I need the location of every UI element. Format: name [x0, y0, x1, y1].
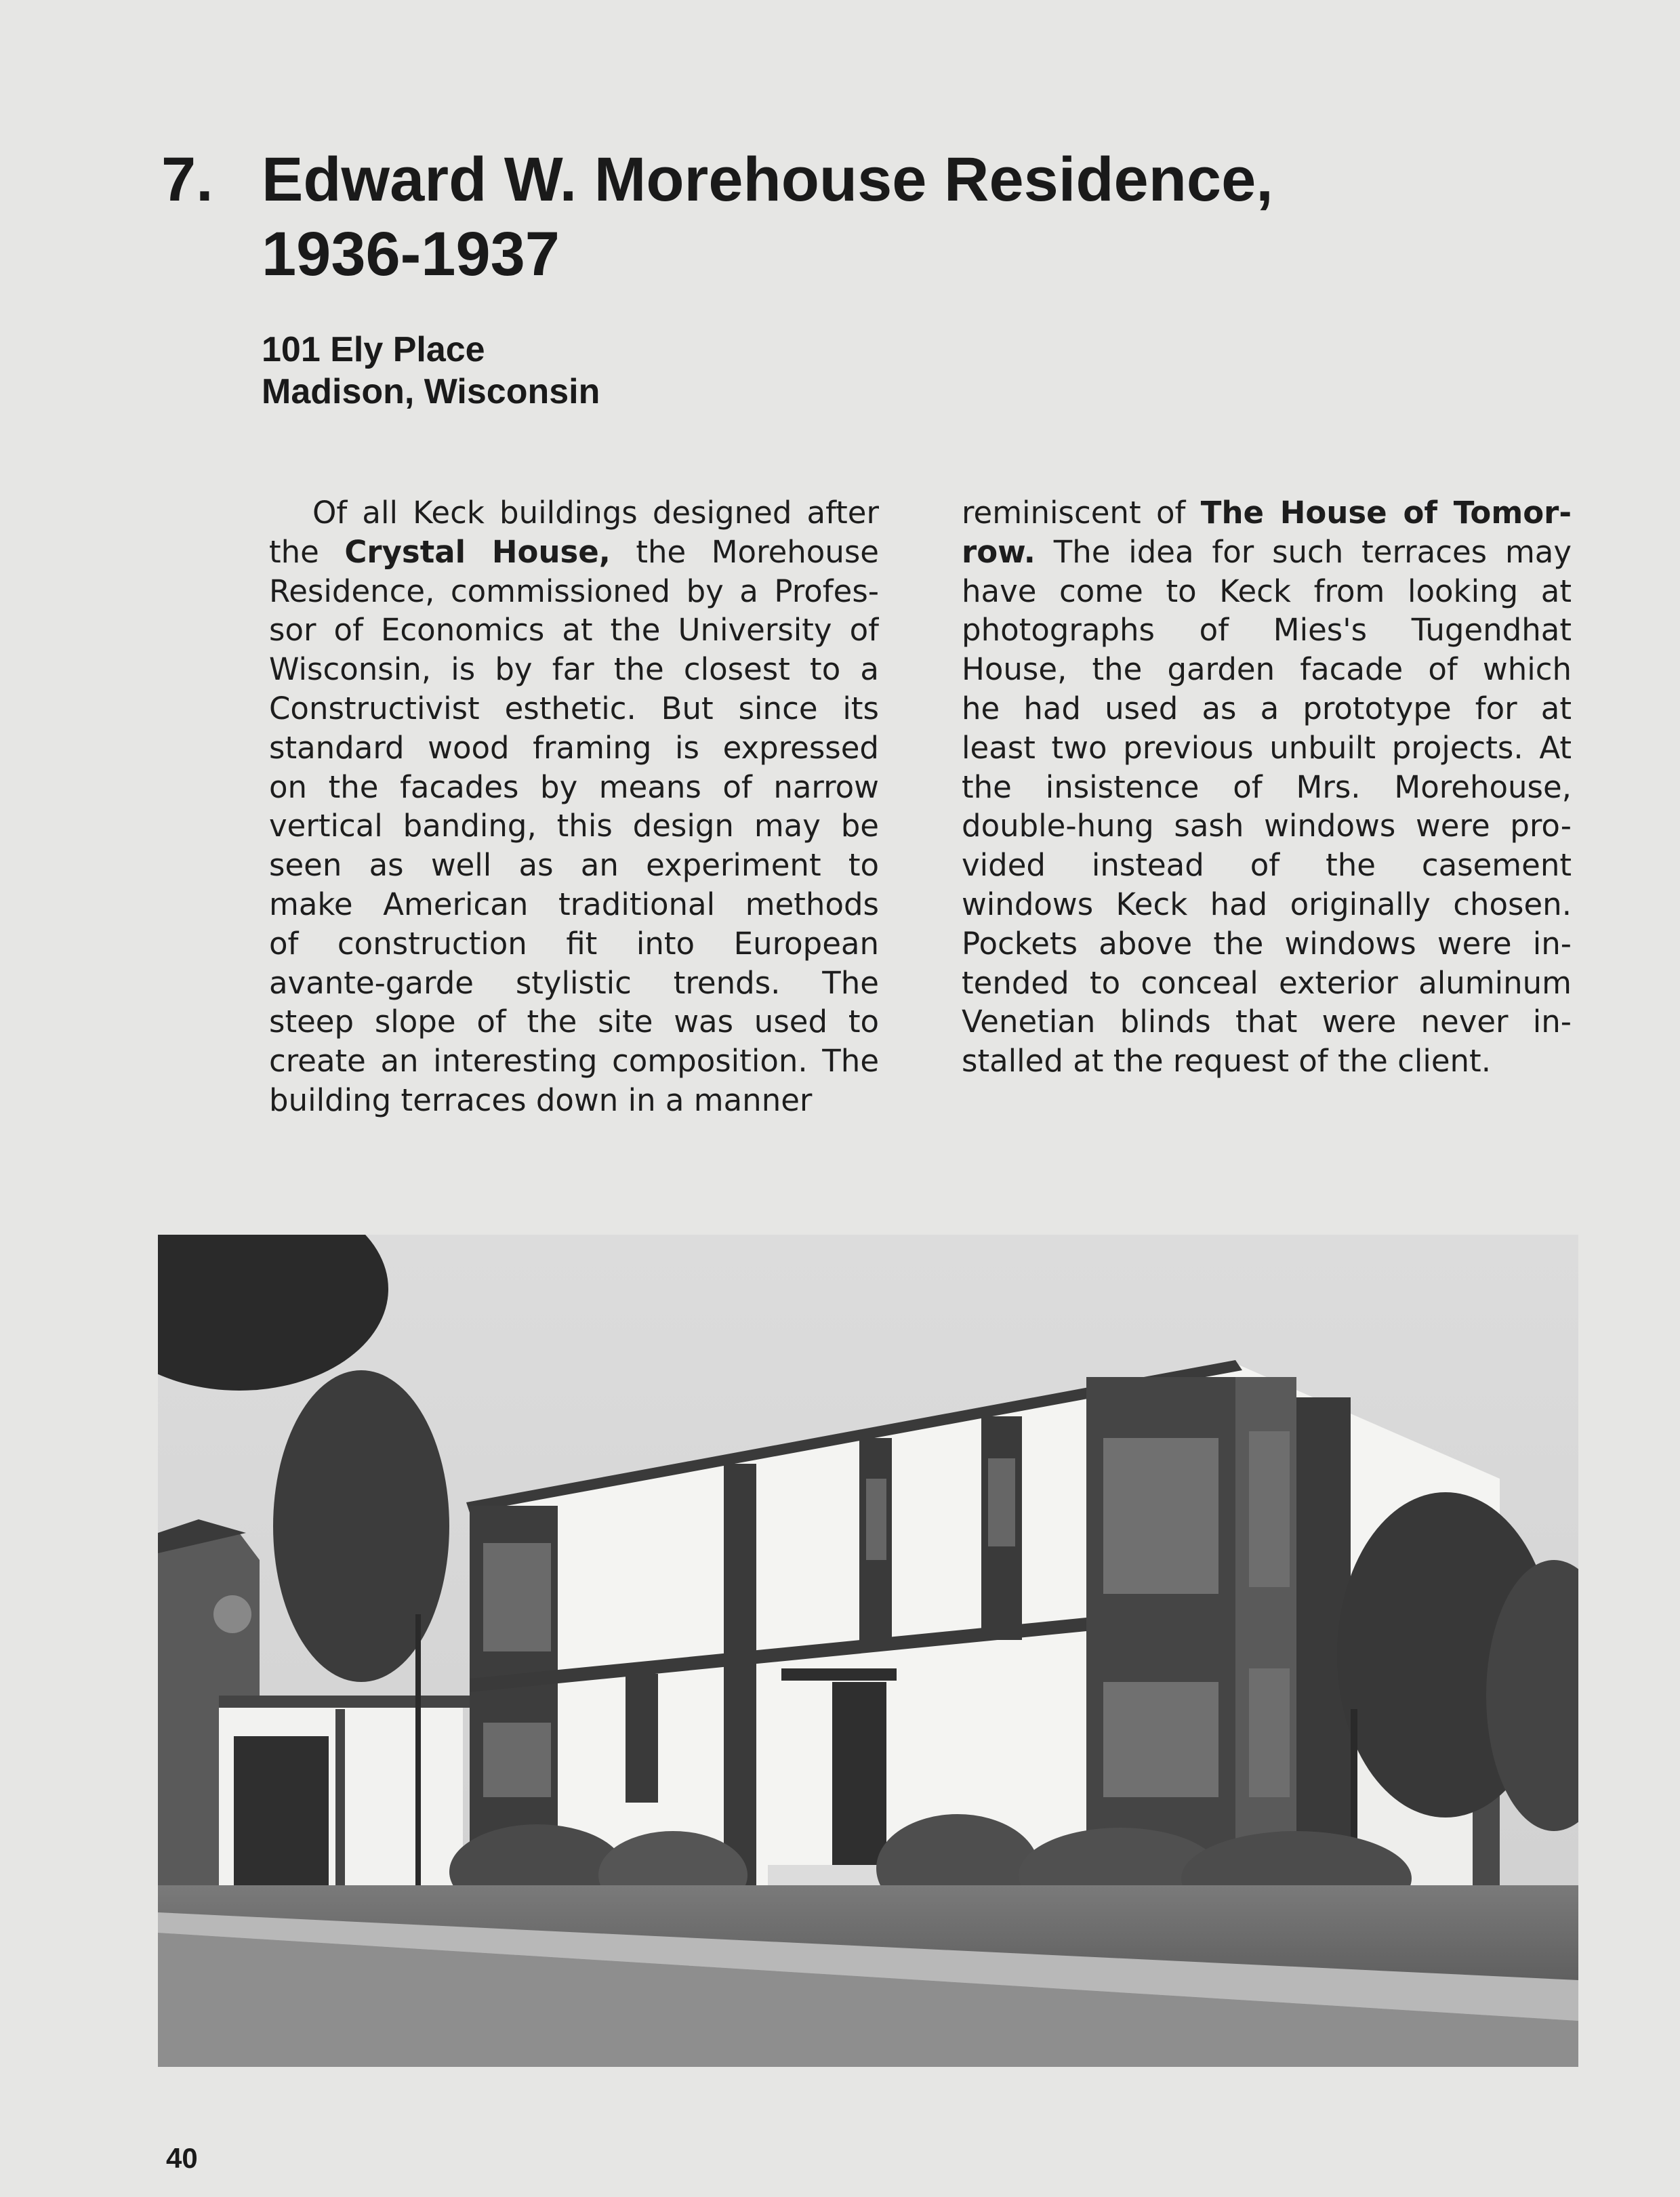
body-line: tended to conceal exterior aluminum	[962, 964, 1572, 1001]
body-line: the Crystal House, the Morehouse	[269, 533, 879, 570]
body-line: Venetian blinds that were never in-	[962, 1004, 1572, 1040]
body-line: standard wood framing is expressed	[269, 729, 879, 766]
body-line: vertical banding, this design may be	[269, 808, 879, 844]
body-line: create an interesting composition. The	[269, 1043, 879, 1080]
body-line: Constructivist esthetic. But since its	[269, 690, 879, 726]
body-text-right-column	[962, 493, 1572, 1081]
body-line: double-hung sash windows were pro-	[962, 808, 1572, 844]
body-line: Of all Keck buildings designed after	[312, 495, 879, 531]
body-line: seen as well as an experiment to	[269, 847, 879, 884]
chapter-title-line-2: 1936-1937	[262, 220, 560, 289]
body-line: sor of Economics at the University of	[269, 612, 879, 649]
body-line: photographs of Mies's Tugendhat	[962, 612, 1572, 649]
chapter-title-line-1: Edward W. Morehouse Residence,	[262, 145, 1273, 214]
body-line: least two previous unbuilt projects. At	[962, 729, 1572, 766]
body-line: of construction fit into European	[269, 925, 879, 962]
body-line: stalled at the request of the client.	[962, 1043, 1491, 1080]
body-line: make American traditional methods	[269, 886, 879, 922]
body-line: have come to Keck from looking at	[962, 573, 1572, 609]
building-address	[262, 329, 600, 413]
body-line: on the facades by means of narrow	[269, 768, 879, 805]
body-line: steep slope of the site was used to	[269, 1004, 879, 1040]
garage	[219, 1696, 470, 1899]
body-line: House, the garden facade of which	[962, 651, 1572, 688]
body-line: windows Keck had originally chosen.	[962, 886, 1572, 922]
body-line: Pockets above the windows were in-	[962, 925, 1572, 962]
body-line: the insistence of Mrs. Morehouse,	[962, 768, 1572, 805]
body-text-left-column	[269, 493, 879, 1120]
page-number: 40	[166, 2142, 198, 2174]
body-line: reminiscent of The House of Tomor-	[962, 495, 1572, 531]
address-city: Madison, Wisconsin	[262, 372, 600, 411]
body-line: avante-garde stylistic trends. The	[269, 964, 879, 1001]
body-line: Residence, commissioned by a Profes-	[269, 573, 879, 609]
body-line: vided instead of the casement	[962, 847, 1572, 884]
chapter-title	[262, 142, 1549, 291]
house-photograph	[158, 1235, 1578, 2067]
chapter-number: 7.	[161, 145, 213, 214]
body-line: building terraces down in a manner	[269, 1082, 813, 1118]
body-line: Wisconsin, is by far the closest to a	[269, 651, 879, 688]
house-photo-illustration	[158, 1235, 1578, 2067]
body-line: he had used as a prototype for at	[962, 690, 1572, 726]
body-line: row. The idea for such terraces may	[962, 533, 1572, 570]
address-street: 101 Ely Place	[262, 330, 485, 369]
